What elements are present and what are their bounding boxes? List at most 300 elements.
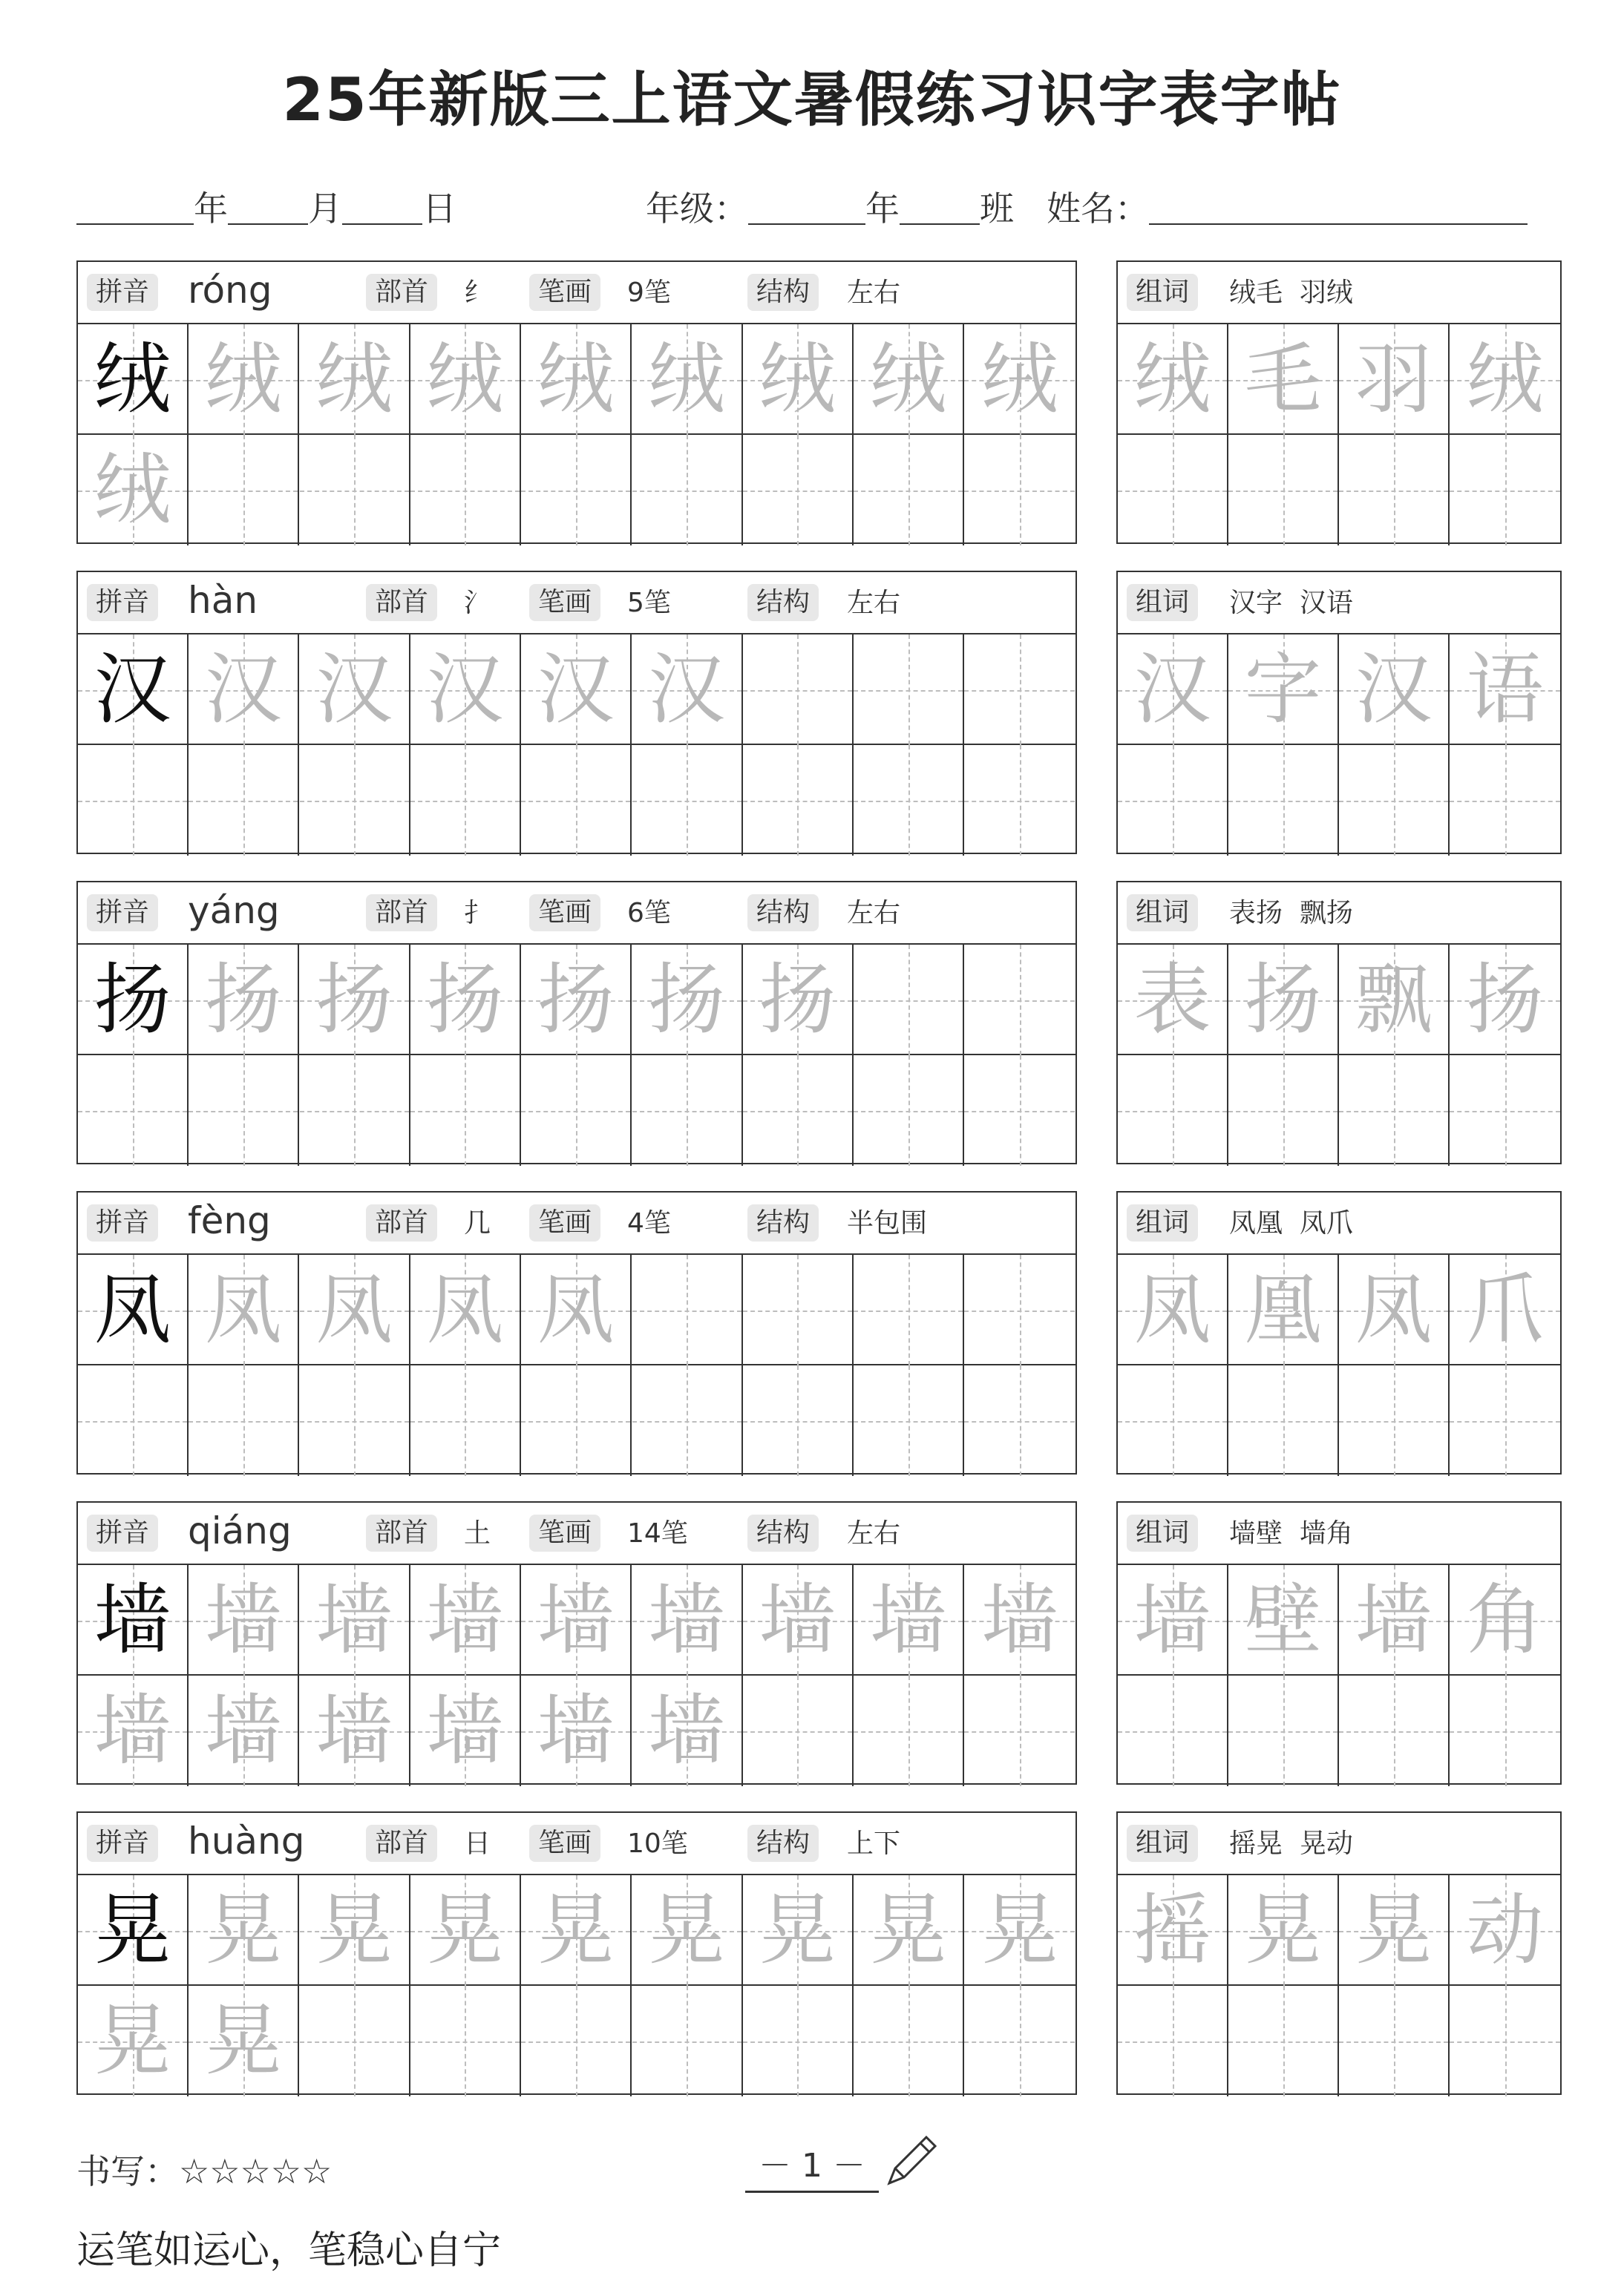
trace-char: 墙 — [537, 1685, 615, 1776]
trace-char — [300, 745, 409, 856]
practice-cell[interactable] — [410, 1255, 521, 1365]
practice-cell[interactable] — [521, 1875, 632, 1986]
practice-cell[interactable] — [854, 1676, 964, 1786]
practice-cell[interactable] — [521, 324, 632, 435]
strokes-value: 9笔 — [627, 278, 671, 308]
words-label: 组词 — [1127, 1515, 1198, 1552]
radical-label: 部首 — [366, 584, 437, 621]
practice-cell[interactable] — [410, 1986, 521, 2096]
trace-char — [743, 1055, 852, 1166]
practice-cell[interactable] — [632, 1565, 743, 1676]
class-label: 班 — [980, 188, 1014, 229]
word-trace-char: 壁 — [1244, 1575, 1322, 1665]
strokes-label: 笔画 — [529, 1515, 600, 1552]
practice-cell[interactable] — [743, 324, 854, 435]
word-practice-cell[interactable] — [1118, 945, 1228, 1055]
pinyin-label: 拼音 — [87, 894, 158, 931]
word-practice-cell[interactable] — [1118, 324, 1228, 435]
word-practice-cell[interactable] — [1450, 1365, 1560, 1476]
practice-cell[interactable] — [300, 945, 410, 1055]
word-practice-cell[interactable] — [1339, 634, 1450, 745]
word-practice-cell[interactable] — [1118, 1676, 1228, 1786]
trace-char: 晃 — [94, 1995, 171, 2086]
practice-cell[interactable] — [410, 1365, 521, 1476]
practice-cell[interactable] — [410, 745, 521, 856]
trace-char — [964, 1676, 1075, 1786]
trace-char — [410, 435, 520, 545]
practice-cell[interactable] — [300, 435, 410, 545]
word-practice-cell[interactable] — [1339, 745, 1450, 856]
word-trace-char: 墙 — [1355, 1575, 1433, 1665]
practice-cell[interactable] — [854, 745, 964, 856]
practice-cell[interactable] — [632, 745, 743, 856]
trace-char — [854, 1255, 963, 1365]
structure-label: 结构 — [747, 584, 819, 621]
model-char: 凤 — [94, 1265, 171, 1355]
word-practice-cell[interactable] — [1228, 1365, 1339, 1476]
word-practice-cell[interactable] — [1450, 1676, 1560, 1786]
word-trace-char: 凤 — [1133, 1265, 1211, 1355]
word-practice-cell[interactable] — [1228, 1676, 1339, 1786]
practice-cell[interactable] — [410, 1875, 521, 1986]
word-practice-cell[interactable] — [1118, 1055, 1228, 1166]
trace-char — [410, 1986, 520, 2096]
word-practice-cell[interactable] — [1339, 1986, 1450, 2096]
page-number: － 1 － — [745, 2139, 879, 2193]
trace-char: 墙 — [647, 1685, 725, 1776]
practice-cell[interactable] — [854, 1986, 964, 2096]
word-practice-cell[interactable] — [1450, 1986, 1560, 2096]
word-practice-cell[interactable] — [1339, 1565, 1450, 1676]
word-practice-cell[interactable] — [1339, 324, 1450, 435]
rating: 书写：☆☆☆☆☆ — [76, 2151, 333, 2191]
trace-char: 绒 — [315, 334, 393, 424]
word-practice-cell[interactable] — [1228, 945, 1339, 1055]
word-practice-cell[interactable] — [1228, 435, 1339, 545]
practice-cell[interactable] — [964, 435, 1075, 545]
trace-char — [743, 1676, 852, 1786]
radical-value: 几 — [464, 1208, 491, 1239]
radical-value: 土 — [464, 1518, 491, 1549]
word-practice-cell[interactable] — [1339, 1676, 1450, 1786]
word-practice-cell[interactable] — [1450, 745, 1560, 856]
practice-cell[interactable] — [743, 1365, 854, 1476]
word-trace-char: 字 — [1244, 644, 1322, 735]
practice-cell[interactable] — [189, 745, 299, 856]
words-value: 摇晃 晃动 — [1229, 1828, 1353, 1859]
practice-cell[interactable] — [632, 945, 743, 1055]
practice-cell[interactable] — [743, 1255, 854, 1365]
words-value: 绒毛 羽绒 — [1229, 278, 1353, 308]
structure-label: 结构 — [747, 894, 819, 931]
trace-char — [632, 1255, 741, 1365]
practice-cell[interactable] — [300, 1986, 410, 2096]
trace-char: 墙 — [204, 1575, 282, 1665]
word-practice-cell[interactable] — [1450, 634, 1560, 745]
practice-cell[interactable] — [743, 1565, 854, 1676]
char-card — [76, 1811, 1077, 2095]
practice-cell[interactable] — [300, 1875, 410, 1986]
word-trace-char: 汉 — [1355, 644, 1433, 735]
model-char-cell[interactable] — [78, 1565, 189, 1676]
practice-cell[interactable] — [189, 1055, 299, 1166]
trace-char — [632, 435, 741, 545]
practice-cell[interactable] — [521, 1365, 632, 1476]
words-value: 汉字 汉语 — [1229, 588, 1353, 618]
model-char-cell[interactable] — [78, 1875, 189, 1986]
page-title: 25年新版三上语文暑假练习识字表字帖 — [282, 65, 1342, 134]
practice-cell[interactable] — [189, 1255, 299, 1365]
practice-cell[interactable] — [78, 1055, 189, 1166]
model-char-cell[interactable] — [78, 324, 189, 435]
model-char-cell[interactable] — [78, 1255, 189, 1365]
trace-char: 墙 — [426, 1685, 504, 1776]
practice-cell[interactable] — [964, 1875, 1075, 1986]
word-trace-char: 角 — [1466, 1575, 1544, 1665]
practice-cell[interactable] — [189, 634, 299, 745]
trace-char — [78, 1055, 187, 1166]
trace-char: 晃 — [869, 1885, 947, 1975]
char-card — [76, 571, 1077, 854]
word-trace-char: 摇 — [1133, 1885, 1211, 1975]
model-char: 扬 — [94, 954, 171, 1045]
trace-char: 扬 — [426, 954, 504, 1045]
practice-cell[interactable] — [78, 745, 189, 856]
practice-cell[interactable] — [300, 745, 410, 856]
practice-cell[interactable] — [78, 1986, 189, 2096]
practice-cell[interactable] — [854, 1875, 964, 1986]
char-card — [76, 1191, 1077, 1475]
trace-char: 绒 — [426, 334, 504, 424]
word-trace-char: 动 — [1466, 1885, 1544, 1975]
word-practice-cell[interactable] — [1228, 745, 1339, 856]
word-practice-cell[interactable] — [1118, 745, 1228, 856]
practice-cell[interactable] — [964, 1986, 1075, 2096]
grade-year-blank[interactable] — [748, 195, 865, 225]
word-practice-cell[interactable] — [1450, 1565, 1560, 1676]
practice-cell[interactable] — [410, 324, 521, 435]
word-practice-cell[interactable] — [1228, 1875, 1339, 1986]
trace-char — [410, 745, 520, 856]
trace-char: 墙 — [980, 1575, 1058, 1665]
words-label: 组词 — [1127, 584, 1198, 621]
trace-char — [521, 1986, 630, 2096]
practice-cell[interactable] — [632, 324, 743, 435]
words-label: 组词 — [1127, 1825, 1198, 1862]
pinyin-value: huàng — [188, 1820, 305, 1863]
trace-char: 墙 — [759, 1575, 836, 1665]
word-practice-cell[interactable] — [1450, 324, 1560, 435]
trace-char: 绒 — [980, 334, 1058, 424]
word-trace-char: 毛 — [1244, 334, 1322, 424]
trace-char: 晃 — [426, 1885, 504, 1975]
practice-cell[interactable] — [410, 435, 521, 545]
structure-label: 结构 — [747, 1515, 819, 1552]
trace-char: 晃 — [759, 1885, 836, 1975]
practice-cell[interactable] — [521, 945, 632, 1055]
pinyin-label: 拼音 — [87, 1825, 158, 1862]
year-blank[interactable] — [76, 195, 194, 225]
practice-cell[interactable] — [521, 1255, 632, 1365]
radical-label: 部首 — [366, 894, 437, 931]
practice-cell[interactable] — [189, 324, 299, 435]
trace-char: 扬 — [204, 954, 282, 1045]
word-practice-cell[interactable] — [1228, 1565, 1339, 1676]
practice-cell[interactable] — [300, 1255, 410, 1365]
pinyin-value: róng — [188, 269, 272, 312]
practice-cell[interactable] — [964, 324, 1075, 435]
trace-char — [78, 745, 187, 856]
year-label: 年 — [194, 188, 228, 229]
trace-char: 晃 — [204, 1995, 282, 2086]
practice-cell[interactable] — [854, 945, 964, 1055]
practice-cell[interactable] — [743, 634, 854, 745]
word-trace-char: 羽 — [1355, 334, 1433, 424]
practice-cell[interactable] — [78, 1365, 189, 1476]
trace-char: 晃 — [647, 1885, 725, 1975]
practice-cell[interactable] — [189, 1565, 299, 1676]
practice-cell[interactable] — [632, 1875, 743, 1986]
practice-cell[interactable] — [964, 1676, 1075, 1786]
practice-cell[interactable] — [189, 1676, 299, 1786]
word-practice-cell[interactable] — [1450, 1255, 1560, 1365]
day-label: 日 — [422, 188, 456, 229]
strokes-label: 笔画 — [529, 1204, 600, 1242]
strokes-label: 笔画 — [529, 894, 600, 931]
pinyin-value: hàn — [188, 579, 258, 622]
trace-char — [189, 1055, 298, 1166]
word-info-bar — [1118, 1813, 1560, 1875]
practice-cell[interactable] — [189, 1365, 299, 1476]
char-card — [76, 1501, 1077, 1785]
practice-cell[interactable] — [632, 1055, 743, 1166]
trace-char — [300, 435, 409, 545]
practice-cell[interactable] — [632, 634, 743, 745]
trace-char: 墙 — [537, 1575, 615, 1665]
day-blank[interactable] — [342, 195, 422, 225]
trace-char — [78, 1365, 187, 1476]
practice-cell[interactable] — [521, 1676, 632, 1786]
trace-char: 晃 — [980, 1885, 1058, 1975]
trace-char — [300, 1365, 409, 1476]
trace-char — [964, 745, 1075, 856]
radical-label: 部首 — [366, 1825, 437, 1862]
word-practice-cell[interactable] — [1339, 1055, 1450, 1166]
word-card — [1116, 571, 1562, 854]
model-char: 汉 — [94, 644, 171, 735]
strokes-value: 6笔 — [627, 898, 671, 928]
trace-char — [743, 745, 852, 856]
word-practice-cell[interactable] — [1118, 1986, 1228, 2096]
practice-cell[interactable] — [410, 945, 521, 1055]
name-blank[interactable] — [1149, 195, 1528, 225]
radical-value: 日 — [464, 1828, 491, 1859]
practice-cell[interactable] — [854, 1565, 964, 1676]
practice-cell[interactable] — [964, 745, 1075, 856]
trace-char: 墙 — [426, 1575, 504, 1665]
trace-char — [632, 1365, 741, 1476]
practice-cell[interactable] — [854, 435, 964, 545]
practice-cell[interactable] — [964, 1365, 1075, 1476]
practice-cell[interactable] — [300, 1676, 410, 1786]
practice-cell[interactable] — [632, 1986, 743, 2096]
practice-cell[interactable] — [521, 1055, 632, 1166]
word-practice-cell[interactable] — [1228, 1986, 1339, 2096]
practice-cell[interactable] — [743, 1986, 854, 2096]
words-value: 墙壁 墙角 — [1229, 1518, 1353, 1549]
structure-value: 左右 — [847, 898, 901, 928]
word-trace-char: 扬 — [1244, 954, 1322, 1045]
practice-cell[interactable] — [743, 1875, 854, 1986]
trace-char: 绒 — [869, 334, 947, 424]
word-card — [1116, 1501, 1562, 1785]
char-info-bar — [78, 1193, 1075, 1255]
char-info-bar — [78, 1813, 1075, 1875]
trace-char — [189, 745, 298, 856]
practice-cell[interactable] — [632, 1255, 743, 1365]
practice-cell[interactable] — [300, 1055, 410, 1166]
word-trace-char: 晃 — [1244, 1885, 1322, 1975]
practice-cell[interactable] — [300, 324, 410, 435]
practice-cell[interactable] — [189, 435, 299, 545]
name-label: 姓名： — [1047, 188, 1149, 229]
practice-cell[interactable] — [854, 324, 964, 435]
practice-cell[interactable] — [632, 1365, 743, 1476]
practice-cell[interactable] — [78, 1676, 189, 1786]
model-char-cell[interactable] — [78, 945, 189, 1055]
pen-icon — [882, 2131, 941, 2191]
word-practice-cell[interactable] — [1228, 1255, 1339, 1365]
char-info-bar — [78, 882, 1075, 945]
pinyin-value: fèng — [188, 1199, 271, 1242]
word-practice-cell[interactable] — [1118, 1565, 1228, 1676]
practice-cell[interactable] — [632, 435, 743, 545]
practice-cell[interactable] — [854, 634, 964, 745]
word-practice-cell[interactable] — [1450, 945, 1560, 1055]
word-practice-cell[interactable] — [1450, 1875, 1560, 1986]
model-char: 墙 — [94, 1575, 171, 1665]
practice-cell[interactable] — [189, 1986, 299, 2096]
class-blank[interactable] — [900, 195, 980, 225]
practice-cell[interactable] — [521, 435, 632, 545]
word-practice-cell[interactable] — [1450, 1055, 1560, 1166]
trace-char — [854, 1676, 963, 1786]
practice-cell[interactable] — [964, 1055, 1075, 1166]
word-practice-cell[interactable] — [1228, 324, 1339, 435]
practice-cell[interactable] — [410, 1565, 521, 1676]
words-label: 组词 — [1127, 1204, 1198, 1242]
word-practice-cell[interactable] — [1118, 1875, 1228, 1986]
trace-char — [521, 435, 630, 545]
radical-label: 部首 — [366, 274, 437, 311]
word-practice-cell[interactable] — [1339, 1875, 1450, 1986]
model-char-cell[interactable] — [78, 634, 189, 745]
trace-char: 汉 — [315, 644, 393, 735]
practice-cell[interactable] — [521, 1565, 632, 1676]
practice-cell[interactable] — [743, 435, 854, 545]
char-info-bar — [78, 262, 1075, 324]
trace-char — [410, 1055, 520, 1166]
practice-cell[interactable] — [410, 1676, 521, 1786]
pinyin-label: 拼音 — [87, 1204, 158, 1242]
practice-cell[interactable] — [743, 945, 854, 1055]
word-practice-cell[interactable] — [1228, 1055, 1339, 1166]
word-practice-cell[interactable] — [1339, 1365, 1450, 1476]
practice-cell[interactable] — [743, 1055, 854, 1166]
practice-cell[interactable] — [300, 1565, 410, 1676]
practice-cell[interactable] — [410, 1055, 521, 1166]
practice-cell[interactable] — [189, 1875, 299, 1986]
practice-cell[interactable] — [854, 1055, 964, 1166]
word-practice-cell[interactable] — [1118, 634, 1228, 745]
structure-value: 左右 — [847, 278, 901, 308]
practice-cell[interactable] — [743, 745, 854, 856]
word-practice-cell[interactable] — [1228, 634, 1339, 745]
trace-char: 墙 — [647, 1575, 725, 1665]
practice-cell[interactable] — [300, 1365, 410, 1476]
trace-char: 扬 — [537, 954, 615, 1045]
trace-char — [521, 1055, 630, 1166]
trace-char — [854, 1365, 963, 1476]
practice-cell[interactable] — [78, 435, 189, 545]
trace-char: 晃 — [204, 1885, 282, 1975]
trace-char: 凤 — [315, 1265, 393, 1355]
radical-value: 氵 — [464, 588, 491, 618]
practice-cell[interactable] — [964, 1255, 1075, 1365]
word-practice-cell[interactable] — [1118, 435, 1228, 545]
date-line — [76, 182, 456, 231]
trace-char: 绒 — [759, 334, 836, 424]
word-trace-char: 飘 — [1355, 954, 1433, 1045]
words-value: 凤凰 凤爪 — [1229, 1208, 1353, 1239]
pinyin-value: qiáng — [188, 1509, 292, 1552]
practice-cell[interactable] — [854, 1365, 964, 1476]
practice-cell[interactable] — [632, 1676, 743, 1786]
word-practice-cell[interactable] — [1118, 1365, 1228, 1476]
practice-cell[interactable] — [300, 634, 410, 745]
practice-cell[interactable] — [964, 1565, 1075, 1676]
word-practice-cell[interactable] — [1339, 435, 1450, 545]
practice-cell[interactable] — [410, 634, 521, 745]
trace-char — [743, 1365, 852, 1476]
practice-cell[interactable] — [854, 1255, 964, 1365]
word-card — [1116, 260, 1562, 544]
word-practice-cell[interactable] — [1118, 1255, 1228, 1365]
trace-char — [854, 745, 963, 856]
words-value: 表扬 飘扬 — [1229, 898, 1353, 928]
word-trace-char: 表 — [1133, 954, 1211, 1045]
trace-char — [300, 1986, 409, 2096]
trace-char — [632, 745, 741, 856]
word-practice-cell[interactable] — [1339, 1255, 1450, 1365]
practice-cell[interactable] — [521, 1986, 632, 2096]
structure-value: 半包围 — [847, 1208, 928, 1239]
practice-cell[interactable] — [743, 1676, 854, 1786]
word-trace-char: 汉 — [1133, 644, 1211, 735]
practice-cell[interactable] — [521, 745, 632, 856]
trace-char: 扬 — [759, 954, 836, 1045]
word-practice-cell[interactable] — [1450, 435, 1560, 545]
trace-char: 凤 — [204, 1265, 282, 1355]
practice-cell[interactable] — [521, 634, 632, 745]
strokes-label: 笔画 — [529, 1825, 600, 1862]
practice-cell[interactable] — [189, 945, 299, 1055]
practice-cell[interactable] — [964, 945, 1075, 1055]
month-blank[interactable] — [228, 195, 308, 225]
practice-cell[interactable] — [964, 634, 1075, 745]
word-practice-cell[interactable] — [1339, 945, 1450, 1055]
trace-char: 凤 — [426, 1265, 504, 1355]
